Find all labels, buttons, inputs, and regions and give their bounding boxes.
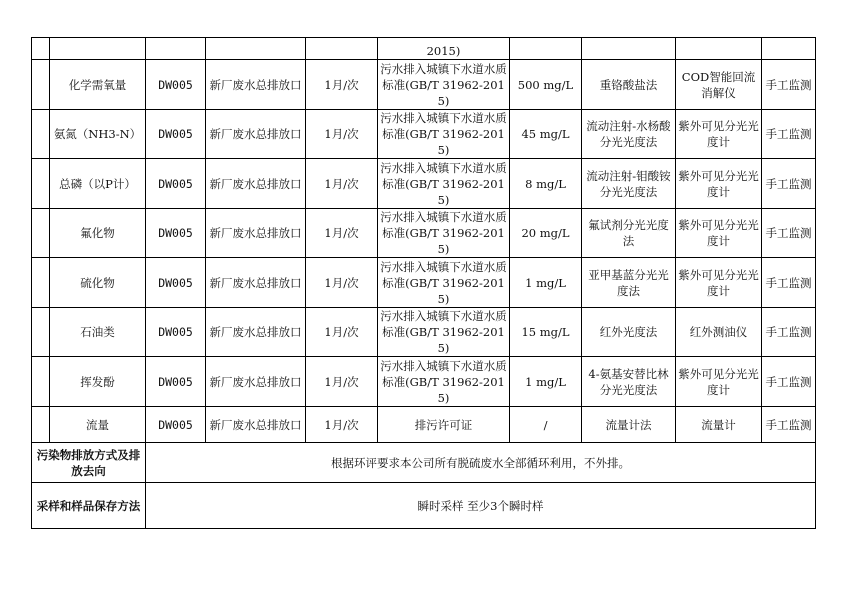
emission-standard-cell: 污水排入城镇下水道水质标准(GB/T 31962-2015): [378, 209, 510, 258]
discharge-label: 污染物排放方式及排放去向: [32, 443, 146, 483]
table-row: [32, 209, 816, 258]
monitoring-frequency-cell: 1月/次: [306, 308, 378, 357]
outlet-code-cell: DW005: [146, 159, 206, 209]
left-spine-cell: [32, 209, 50, 258]
limit-value-cell: 1 mg/L: [510, 258, 582, 308]
limit-value-cell: 500 mg/L: [510, 60, 582, 110]
outlet-location-cell: 新厂废水总排放口: [206, 258, 306, 308]
outlet-code-cell: DW005: [146, 110, 206, 159]
table-row: [32, 60, 816, 110]
outlet-location-cell: 新厂废水总排放口: [206, 60, 306, 110]
analysis-method-cell: 亚甲基蓝分光光度法: [582, 258, 676, 308]
emission-standard-cell: 污水排入城镇下水道水质标准(GB/T 31962-2015): [378, 60, 510, 110]
left-spine-cell: [32, 308, 50, 357]
monitoring-frequency-cell: 1月/次: [306, 159, 378, 209]
table-row-continued: [32, 38, 816, 60]
monitoring-mode-cell: 手工监测: [762, 357, 816, 407]
standard-cell-continued: 2015): [378, 38, 510, 60]
analysis-method-cell: 重铬酸盐法: [582, 60, 676, 110]
monitoring-mode-cell: 手工监测: [762, 209, 816, 258]
pollutant-name-cell: 化学需氧量: [50, 60, 146, 110]
monitoring-frequency-cell: 1月/次: [306, 209, 378, 258]
sampling-row: [32, 483, 816, 529]
emission-standard-cell: 污水排入城镇下水道水质标准(GB/T 31962-2015): [378, 110, 510, 159]
monitoring-frequency-cell: 1月/次: [306, 407, 378, 443]
outlet-location-cell: 新厂废水总排放口: [206, 209, 306, 258]
analysis-method-cell: 流量计法: [582, 407, 676, 443]
outlet-location-cell: 新厂废水总排放口: [206, 110, 306, 159]
analysis-method-cell: 流动注射-钼酸铵分光光度法: [582, 159, 676, 209]
instrument-cell: 紫外可见分光光度计: [676, 357, 762, 407]
table-row: [32, 258, 816, 308]
instrument-cell: 紫外可见分光光度计: [676, 258, 762, 308]
pollutant-name-cell: 硫化物: [50, 258, 146, 308]
monitoring-mode-cell: 手工监测: [762, 60, 816, 110]
outlet-code-cell: DW005: [146, 258, 206, 308]
limit-value-cell: 1 mg/L: [510, 357, 582, 407]
discharge-text: 根据环评要求本公司所有脱硫废水全部循环利用，不外排。: [146, 443, 816, 483]
pollutant-name-cell: 石油类: [50, 308, 146, 357]
emission-standard-cell: 排污许可证: [378, 407, 510, 443]
instrument-cell: 流量计: [676, 407, 762, 443]
left-spine-cell: [32, 258, 50, 308]
sampling-label: 采样和样品保存方法: [32, 483, 146, 529]
left-spine-cell: [32, 407, 50, 443]
monitoring-mode-cell: 手工监测: [762, 258, 816, 308]
outlet-location-cell: 新厂废水总排放口: [206, 159, 306, 209]
outlet-location-cell: 新厂废水总排放口: [206, 308, 306, 357]
table-row: [32, 110, 816, 159]
limit-value-cell: 45 mg/L: [510, 110, 582, 159]
monitoring-frequency-cell: 1月/次: [306, 258, 378, 308]
instrument-cell: COD智能回流消解仪: [676, 60, 762, 110]
analysis-method-cell: 红外光度法: [582, 308, 676, 357]
left-spine-cell: [32, 357, 50, 407]
monitoring-frequency-cell: 1月/次: [306, 110, 378, 159]
emission-standard-cell: 污水排入城镇下水道水质标准(GB/T 31962-2015): [378, 308, 510, 357]
monitoring-mode-cell: 手工监测: [762, 159, 816, 209]
limit-value-cell: 8 mg/L: [510, 159, 582, 209]
table-row: [32, 357, 816, 407]
instrument-cell: 紫外可见分光光度计: [676, 110, 762, 159]
monitoring-mode-cell: 手工监测: [762, 308, 816, 357]
left-spine-cell: [32, 60, 50, 110]
pollutant-name-cell: 流量: [50, 407, 146, 443]
limit-value-cell: 20 mg/L: [510, 209, 582, 258]
monitoring-mode-cell: 手工监测: [762, 110, 816, 159]
sampling-text: 瞬时采样 至少3个瞬时样: [146, 483, 816, 529]
left-spine-cell: [32, 159, 50, 209]
instrument-cell: 紫外可见分光光度计: [676, 159, 762, 209]
outlet-code-cell: DW005: [146, 60, 206, 110]
limit-value-cell: 15 mg/L: [510, 308, 582, 357]
analysis-method-cell: 流动注射-水杨酸分光光度法: [582, 110, 676, 159]
table-row: [32, 159, 816, 209]
left-spine-cell: [32, 110, 50, 159]
monitoring-frequency-cell: 1月/次: [306, 357, 378, 407]
pollutant-name-cell: 挥发酚: [50, 357, 146, 407]
pollutant-name-cell: 总磷（以P计）: [50, 159, 146, 209]
monitoring-table: [31, 37, 816, 529]
table-row: [32, 308, 816, 357]
instrument-cell: 红外测油仪: [676, 308, 762, 357]
analysis-method-cell: 氟试剂分光光度法: [582, 209, 676, 258]
monitoring-mode-cell: 手工监测: [762, 407, 816, 443]
instrument-cell: 紫外可见分光光度计: [676, 209, 762, 258]
left-spine-cell: [32, 38, 50, 60]
outlet-code-cell: DW005: [146, 209, 206, 258]
table-row: [32, 407, 816, 443]
limit-value-cell: /: [510, 407, 582, 443]
pollutant-name-cell: 氟化物: [50, 209, 146, 258]
outlet-code-cell: DW005: [146, 407, 206, 443]
emission-standard-cell: 污水排入城镇下水道水质标准(GB/T 31962-2015): [378, 357, 510, 407]
discharge-row: [32, 443, 816, 483]
analysis-method-cell: 4-氨基安替比林分光光度法: [582, 357, 676, 407]
outlet-code-cell: DW005: [146, 308, 206, 357]
pollutant-name-cell: 氨氮（NH3-N）: [50, 110, 146, 159]
monitoring-frequency-cell: 1月/次: [306, 60, 378, 110]
outlet-location-cell: 新厂废水总排放口: [206, 407, 306, 443]
outlet-code-cell: DW005: [146, 357, 206, 407]
emission-standard-cell: 污水排入城镇下水道水质标准(GB/T 31962-2015): [378, 258, 510, 308]
outlet-location-cell: 新厂废水总排放口: [206, 357, 306, 407]
emission-standard-cell: 污水排入城镇下水道水质标准(GB/T 31962-2015): [378, 159, 510, 209]
